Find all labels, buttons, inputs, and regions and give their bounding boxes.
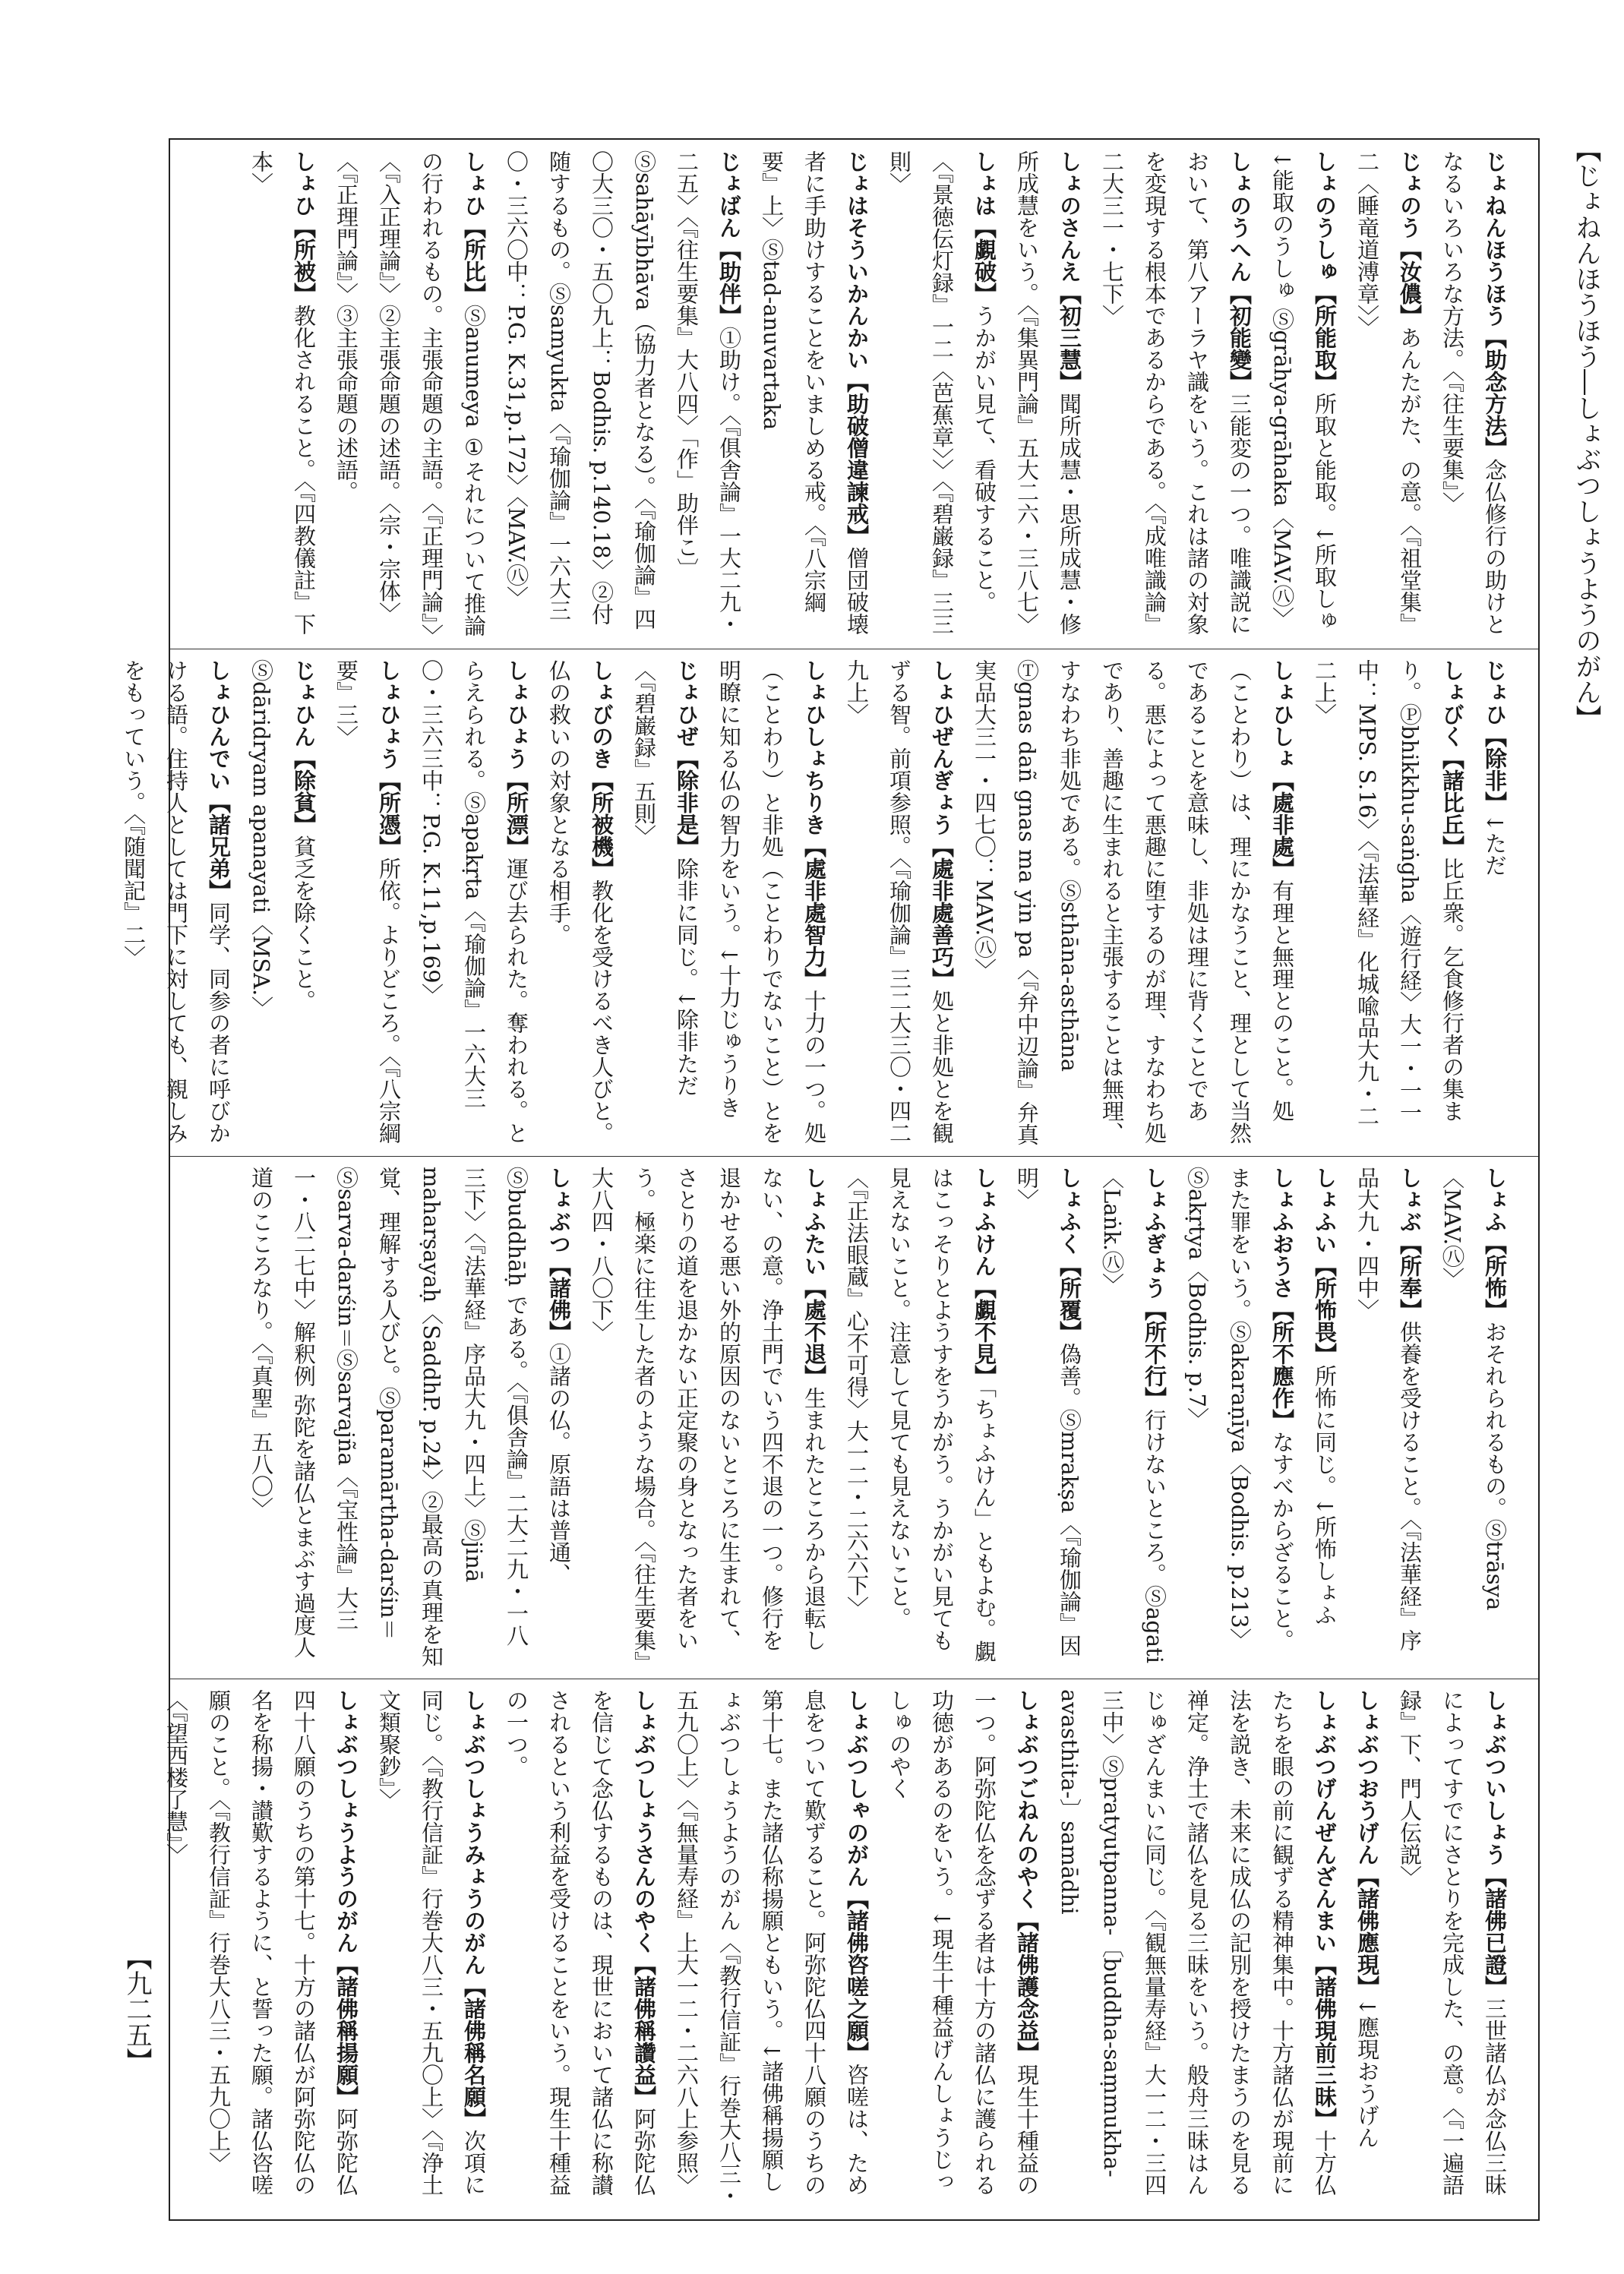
entry xyxy=(1099,1167,1167,1663)
entry xyxy=(1184,1167,1295,1651)
headword: しょふたい【處不退】 xyxy=(801,1167,827,1387)
entry xyxy=(886,150,997,635)
column-band-2 xyxy=(121,659,1516,1145)
definition: ①助け。〈『俱舎論』一大二九・二五〉〈『往生要集』大八四〉「作」助伴こ〕Ⓢsahāyībhāva（協力者となる）。〈『瑜伽論』四〇大三〇・五〇九上：Bodhis. p.140.18〉②付随するもの。Ⓢsamyukta〈『瑜伽論』一六大三〇・三六〇中：P.G. K.31,p.172〉〈MAV.㊇〉 xyxy=(504,150,742,635)
definition: なすべからざること。また罪をいう。Ⓢakaraṇīya〈Bodhis. p.213〉Ⓢakṛtya〈Bodhis. p.7〉 xyxy=(1184,1167,1295,1651)
headword: しょぶつ【諸佛】 xyxy=(546,1167,572,1343)
headword: しょのうしゅ【所能取】 xyxy=(1312,150,1338,393)
definition: 所依。よりどころ。〈『八宗綱要』三〉 xyxy=(333,659,402,1144)
definition: Ⓢanumeya ①それについて推論の行われるもの。主張命題の主語。〈『正理門論』〉〈『入正理論』〉②主張命題の述語。〈宗・宗体〉〈『正理門論』〉③主張命題の述語。 xyxy=(333,150,487,637)
definition: 阿弥陀仏を信じて念仏するものは、現世において諸仏に称讃されるという利益を受けることをいう。現生十種益の一つ。 xyxy=(504,1689,657,2196)
definition: 比丘衆。乞食修行者の集まり。Ⓟbhikkhu-saṅgha〈遊行経〉大一・一一中：MPS. S.16〉〈『法華経』化城喩品大九・二二上〉 xyxy=(1312,659,1465,1127)
headword: しょぶつしゃのがん【諸佛咨嗟之願】 xyxy=(844,1689,870,2064)
definition: 聞所成慧・思所成慧・修所成慧をいう。〈『集異門論』五大二六・三八七〉 xyxy=(1014,150,1082,635)
definition: 現生十種益の一つ。阿弥陀仏を念ずる者は十方の諸仏に護られる功徳があるのをいう。↓現生十種益げんしょうじっしゅのやく xyxy=(886,1689,1040,2196)
text-frame xyxy=(121,138,1540,2221)
definition: 同学、同参の者に呼びかける語。住持人としては門下に対しても、親しみをもっていう。〈『随聞記』二〉 xyxy=(121,659,232,1144)
entry xyxy=(886,1689,1040,2196)
definition: 生まれたところから退転しない、の意。浄土門でいう四不退の一つ。修行を退かせる悪い外的原因のないところに生まれて、さとりの道を退かない正定聚の身となった者をいう。極楽に往生した者のような場合。〈『往生要集』大八四・八〇下〉 xyxy=(589,1167,827,1663)
headword: しょひしょちりき【處非處智力】 xyxy=(801,659,827,990)
headword: しょひ【所比】 xyxy=(461,150,487,305)
definition: 三世諸仏が念仏三昧によってすでにさとりを完成した、の意。〈『一遍語録』下、門人伝説〉 xyxy=(1397,1689,1508,2196)
headword: じょばん【助伴】 xyxy=(716,150,742,327)
column-band-1 xyxy=(194,150,1516,638)
definition: 供養を受けること。〈『法華経』序品大九・四中〉 xyxy=(1354,1167,1423,1651)
entry xyxy=(376,1689,487,2196)
headword: しょのさんえ【初三慧】 xyxy=(1057,150,1082,393)
headword: しょふおうさ【所不應作】 xyxy=(1269,1167,1295,1431)
entry xyxy=(1014,1167,1082,1657)
entry xyxy=(844,1167,997,1663)
headword: じょのう【汝儂】 xyxy=(1397,150,1423,327)
headword: しょぶつげんぜんざんまい【諸佛現前三昧】 xyxy=(1312,1689,1338,2130)
definition: ↓ただ xyxy=(1482,813,1508,876)
entry xyxy=(163,1689,359,2196)
headword: しょふ【所怖】 xyxy=(1482,1167,1508,1321)
headword: じょひぜ【除非是】 xyxy=(674,659,700,857)
entry xyxy=(1312,659,1465,1126)
headword: じょねんほうほう【助念方法】 xyxy=(1482,150,1508,459)
headword: じょひ【除非】 xyxy=(1482,659,1508,813)
definition: 阿弥陀仏四十八願のうちの第十七。十方の諸仏が阿弥陀仏の名を称揚・讃歎するように、と誓った願。諸仏咨嗟願のこと。〈『教行信証』行巻大八三・五九〇上〉〈『望西楼了慧』〉 xyxy=(163,1689,359,2196)
headword: しょびのき【所被機】 xyxy=(589,659,615,880)
definition: 所取と能取。↓所取しゅ ↓能取のうしゅ Ⓢgrāhya-grāhaka〈MAV.㊇〉 xyxy=(1269,150,1338,632)
entry xyxy=(1354,150,1423,635)
definition: ↓應現おうげん xyxy=(1354,1998,1380,2149)
headword: しょぶついしょう【諸佛已證】 xyxy=(1482,1689,1508,1998)
definition: 念仏修行の助けとなるいろいろな方法。〈『往生要集』〉 xyxy=(1439,150,1508,635)
entry xyxy=(844,659,955,1144)
headword: しょぶつおうげん【諸佛應現】 xyxy=(1354,1689,1380,1998)
entry xyxy=(1099,150,1253,635)
entry xyxy=(333,659,402,1144)
entry xyxy=(1397,1689,1508,2196)
definition: 運び去られた。奪われる。とらえられる。Ⓢapakṛta〈『瑜伽論』一六大三〇・三六三中：P.G. K.11,p.169〉 xyxy=(419,659,529,1144)
entry xyxy=(1057,1689,1338,2196)
definition: 咨嗟は、ため息をついて歎ずること。阿弥陀仏四十八願のうちの第十七。また諸仏称揚願ともいう。↓諸佛稱揚願しょぶつしょうようのがん〈『教行信証』行巻大八三・五九〇上〉〈『無量寿経』上大一二・二六八上参照〉 xyxy=(674,1689,870,2207)
headword: しょひょう【所憑】 xyxy=(376,659,402,857)
definition: 十方仏たちを眼の前に観ずる精神集中。十方諸仏が現前に法を説き、未来に成仏の記別を授けたまうのを見る禅定。浄土で諸仏を見る三昧をいう。般舟三昧はんじゅざんまいに同じ。〈『観無量寿経』大一二・三四三中〉Ⓢpratyutpanna-〔buddha-saṃmukha-avasthita-〕samādhi xyxy=(1057,1689,1338,2196)
entry xyxy=(1014,150,1082,635)
definition: うかがい見て、看破すること。〈『景徳伝灯録』一二〈芭蕉章〉〉〈『碧巌録』三三則〉 xyxy=(886,150,997,635)
headword: しょぶつしょうみょうのがん【諸佛稱名願】 xyxy=(461,1689,487,2130)
entry xyxy=(1439,1167,1508,1610)
headword: しょひしょ【處非處】 xyxy=(1269,659,1295,880)
entry xyxy=(248,659,317,1018)
headword: しょふけん【覷不見】 xyxy=(972,1167,997,1387)
entry xyxy=(674,1689,870,2207)
definition: 教化されること。〈『四教儀註』下本〉 xyxy=(248,150,317,635)
headword: しょは【覷破】 xyxy=(972,150,997,305)
entry xyxy=(419,659,529,1144)
headword: しょぶつしょうようのがん【諸佛稱揚願】 xyxy=(333,1689,359,2108)
entry xyxy=(1312,1167,1338,1625)
definition: 教化を受けるべき人びと。仏の救いの対象となる相手。 xyxy=(546,659,615,1144)
entry xyxy=(589,1167,827,1663)
definition: 偽善。Ⓢmrakṣa〈『瑜伽論』因明〉 xyxy=(1014,1167,1082,1657)
entry xyxy=(333,150,487,636)
headword: しょひんでい【諸兄弟】 xyxy=(206,659,232,902)
entry xyxy=(1354,1167,1423,1651)
definition: 所怖に同じ。↓所怖しょふ xyxy=(1312,1365,1338,1626)
headword: しょぶ【所奉】 xyxy=(1397,1167,1423,1321)
definition: 次項に同じ。〈『教行信証』行巻大八三・五九〇上〉〈『浄土文類聚鈔』〉 xyxy=(376,1689,487,2196)
headword: しょふく【所覆】 xyxy=(1057,1167,1082,1343)
running-head: 【じょねんほうほう―しょぶつしょうようのがん】 xyxy=(1571,137,1601,731)
entry xyxy=(716,659,827,1144)
entry xyxy=(1354,1689,1380,2148)
entry xyxy=(248,150,317,635)
definition: 有理と無理とのこと。処（ことわり）は、理にかなうこと、理として当然であることを意味し、非処は理に背くことである。悪によって悪趣に堕するのが理、すなわち処であり、善趣に生まれると主張することは無理、すなわち非処である。Ⓢsthāna-asthāna Ⓣgnas dañ gnas ma yin pa〈『弁中辺論』弁真実品大三一・四七〇：MAV.㊇〉 xyxy=(972,659,1295,1145)
headword: しょぶつしょうさんのやく【諸佛稱讚益】 xyxy=(631,1689,657,2108)
definition: あんたがた、の意。〈『祖堂集』二〈睡竜道溥章〉〉 xyxy=(1354,150,1423,635)
headword: しょふぎょう【所不行】 xyxy=(1142,1167,1167,1409)
headword: じょはそういかんかい【助破僧違諫戒】 xyxy=(844,150,870,547)
entry xyxy=(1439,150,1508,635)
entry xyxy=(759,150,870,635)
definition: 十力の一つ。処（ことわり）と非処（ことわりでないこと）とを明瞭に知る仏の智力をいう。↓十力じゅうりき xyxy=(716,659,827,1144)
definition: 貧乏を除くこと。Ⓢdāridryam apanayati〈MSA.〉 xyxy=(248,659,317,1019)
headword: しょのうへん【初能變】 xyxy=(1227,150,1253,393)
entry xyxy=(121,659,232,1144)
page-number: 【九二五】 xyxy=(122,1944,152,2073)
entry xyxy=(546,659,615,1144)
entry xyxy=(972,659,1295,1145)
definition: おそれられるもの。Ⓢtrāsya〈MAV.㊇〉 xyxy=(1439,1167,1508,1611)
headword: しょぶつごねんのやく【諸佛護念益】 xyxy=(1014,1689,1040,2064)
headword: しょふい【所怖畏】 xyxy=(1312,1167,1338,1365)
headword: しょひ【所被】 xyxy=(291,150,317,305)
column-band-4 xyxy=(163,1689,1516,2210)
definition: 処と非処とを観ずる智。前項参照。〈『瑜伽論』三二大三〇・四二九上〉 xyxy=(844,659,955,1144)
definition: ①諸の仏。原語は普通、Ⓢbuddhāḥ である。〈『俱舎論』二大二九・一八三下〉〈『法華経』序品大九・四上〉Ⓢjinā maharṣayaḥ〈SaddhP. p.24〉②最高の真理を知覚、理解する人びと。Ⓢparamārtha-darśin＝Ⓢsarva-darśin＝Ⓢsarvajña〈『宝性論』大三一・八二七中〉解釈例 弥陀を諸仏とまぶす過度人道のこころなり。〈『真聖』五八〇〉 xyxy=(248,1167,572,1667)
headword: しょびく【諸比丘】 xyxy=(1439,659,1465,857)
definition: 除非に同じ。↓除非ただ〈『碧巌録』五則〉 xyxy=(631,659,700,1097)
band-divider xyxy=(170,1156,1538,1157)
entry xyxy=(631,659,700,1096)
headword: じょひん【除貧】 xyxy=(291,659,317,835)
definition: 行けないところ。Ⓢagati〈Laṅk.㊇〉 xyxy=(1099,1167,1167,1664)
column-band-3 xyxy=(194,1167,1516,1668)
definition: 僧団破壊者に手助けすることをいましめる戒。〈『八宗綱要』上〉Ⓢtad-anuvartaka xyxy=(759,150,870,635)
headword: しょひぜんぎょう【處非處善巧】 xyxy=(929,659,955,990)
entry xyxy=(504,150,742,635)
entry xyxy=(504,1689,657,2196)
definition: 「ちょふけん」ともよむ。覷はこっそりとようすをうかがう。うかがい見ても見えないこと。注意して見ても見えないこと。〈『正法眼蔵』心不可得〉大一二・二六六下〉 xyxy=(844,1167,997,1663)
entry xyxy=(248,1167,572,1667)
definition: 三能変の一つ。唯識説において、第八アーラヤ識をいう。これは諸の対象を変現する根本であるからである。〈『成唯識論』二大三一・七下〉 xyxy=(1099,150,1253,635)
headword: しょひょう【所漂】 xyxy=(504,659,529,857)
entry xyxy=(1482,659,1508,876)
entry xyxy=(1269,150,1338,631)
